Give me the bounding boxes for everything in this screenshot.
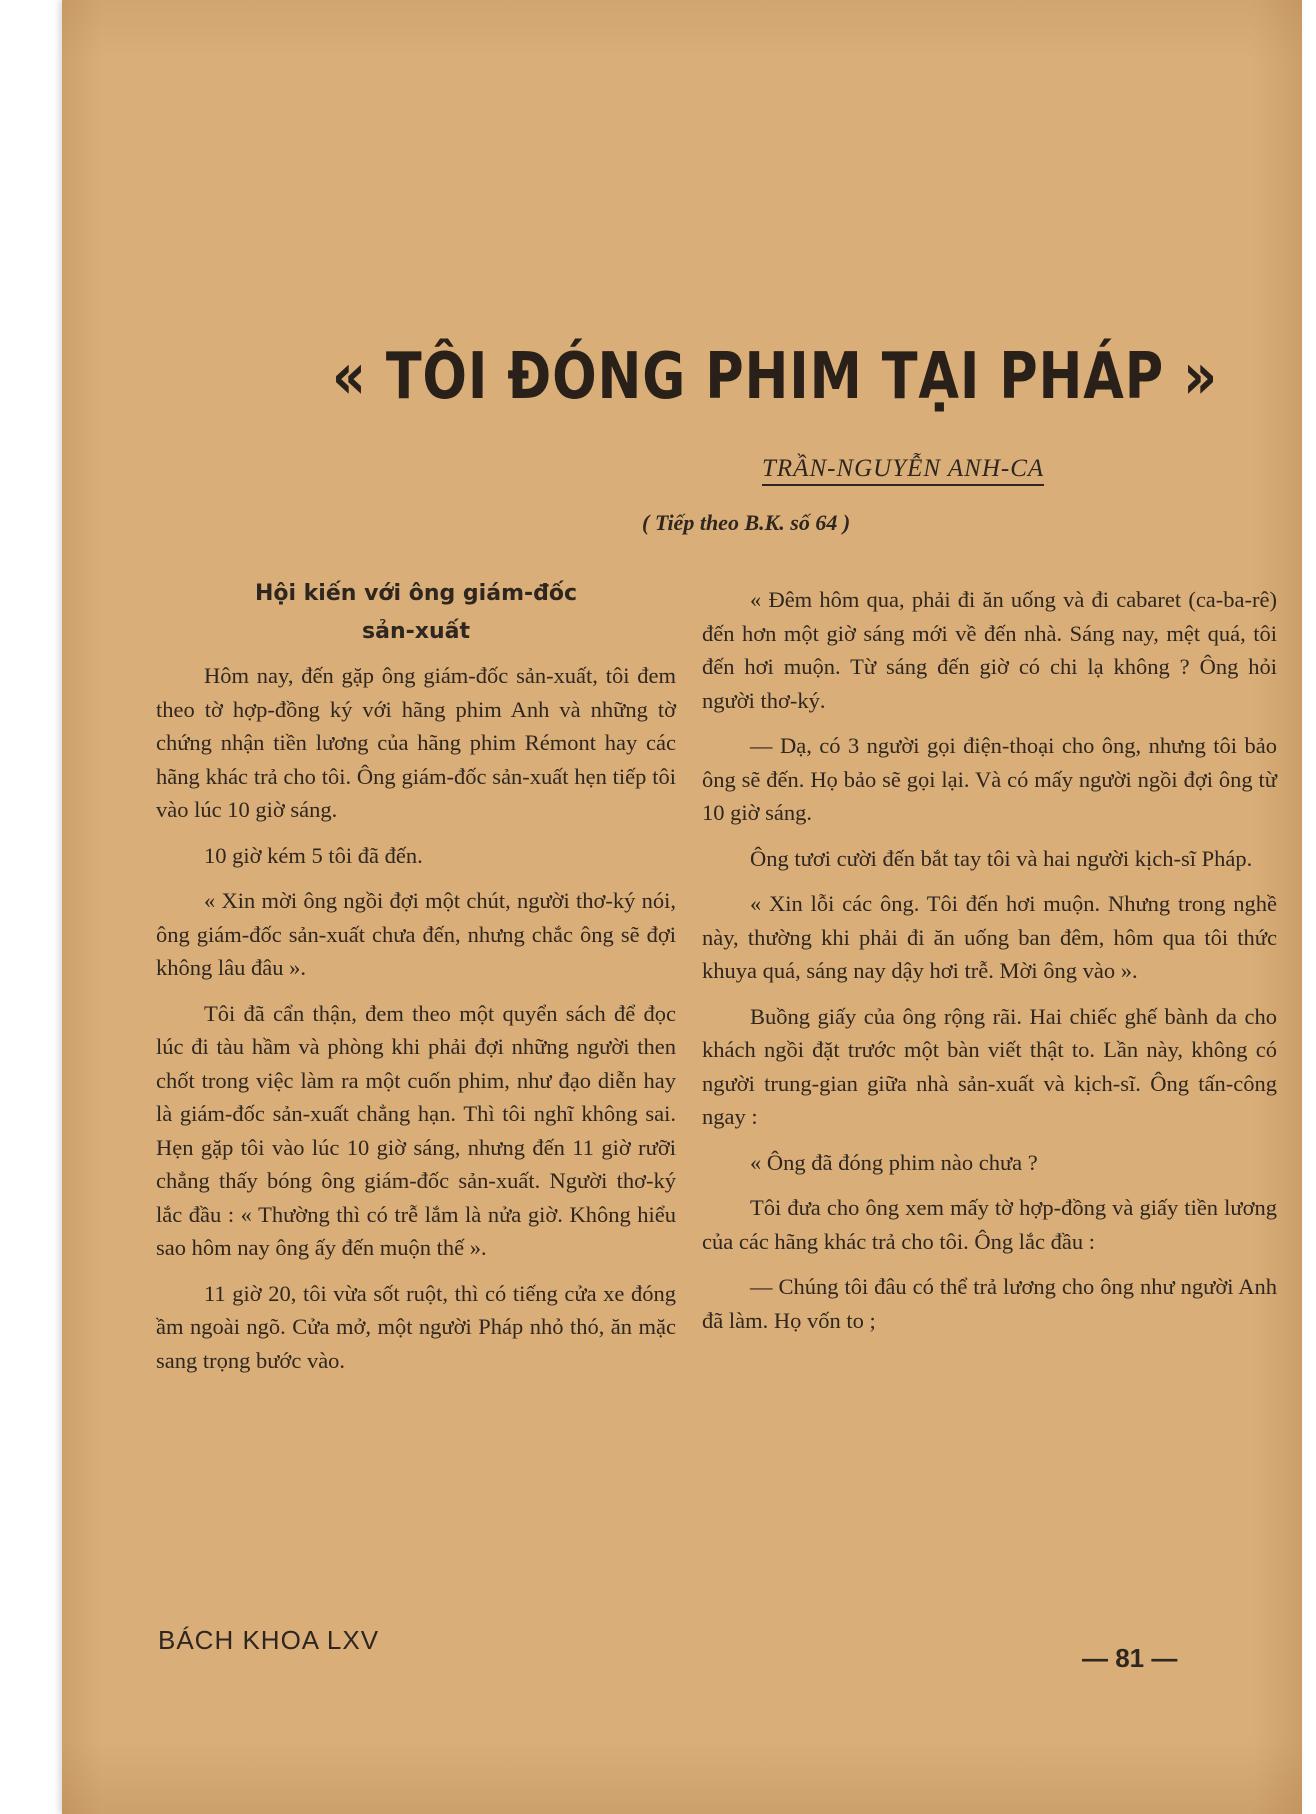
paragraph: 11 giờ 20, tôi vừa sốt ruột, thì có tiếng cửa xe đóng ầm ngoài ngõ. Cửa mở, một người Pháp nhỏ thó, ăn mặc sang trọng bước vào. (156, 1280, 676, 1373)
paragraph: — Chúng tôi đâu có thể trả lương cho ông như người Anh đã làm. Họ vốn to ; (702, 1274, 1277, 1333)
paragraph: Hôm nay, đến gặp ông giám-đốc sản-xuất, tôi đem theo tờ hợp-đồng ký với hãng phim Anh và những tờ chứng nhận tiền lương của hãng phim Rémont hay các hãng khác trả cho tôi. Ông giám-đốc sản-xuất hẹn tiếp tôi vào lúc 10 giờ sáng. (156, 663, 676, 822)
section-heading (156, 575, 676, 651)
paragraph: — Dạ, có 3 người gọi điện-thoại cho ông, nhưng tôi bảo ông sẽ đến. Họ bảo sẽ gọi lại. Và có mấy người ngồi đợi ông từ 10 giờ sáng. (702, 733, 1277, 825)
section-heading-line-2: sản-xuất (362, 619, 470, 644)
paragraph: « Xin lỗi các ông. Tôi đến hơi muộn. Nhưng trong nghề này, thường khi phải đi ăn uống ban đêm, hôm qua tôi thức khuya quá, sáng nay dậy hơi trễ. Mời ông vào ». (702, 891, 1277, 983)
publication-name: BÁCH KHOA LXV (158, 1625, 380, 1655)
paragraph: Ông tươi cười đến bắt tay tôi và hai người kịch-sĩ Pháp. (750, 845, 1253, 871)
paragraph: Buồng giấy của ông rộng rãi. Hai chiếc ghế bành da cho khách ngồi đặt trước một bàn viết thật to. Lần này, không có người trung-gian giữa nhà sản-xuất và kịch-sĩ. Ông tấn-công ngay : (702, 1003, 1277, 1129)
paragraph: 10 giờ kém 5 tôi đã đến. (204, 842, 423, 868)
paragraph: « Ông đã đóng phim nào chưa ? (750, 1149, 1038, 1175)
article-author: TRẦN-NGUYỄN ANH-CA (762, 455, 1044, 486)
magazine-page (62, 0, 1302, 1814)
paragraph: « Đêm hôm qua, phải đi ăn uống và đi cabaret (ca-ba-rê) đến hơn một giờ sáng mới về đến nhà. Sáng nay, mệt quá, tôi đến hơi muộn. Từ sáng đến giờ có chi lạ không ? Ông hỏi người thơ-ký. (702, 587, 1277, 713)
paragraph: Tôi đã cẩn thận, đem theo một quyển sách để đọc lúc đi tàu hầm và phòng khi phải đợi những người then chốt trong việc làm ra một cuốn phim, như đạo diễn hay là giám-đốc sản-xuất chẳng hạn. Thì tôi nghĩ không sai. Hẹn gặp tôi vào lúc 10 giờ sáng, nhưng đến 11 giờ rưỡi chẳng thấy bóng ông giám-đốc sản-xuất. Người thơ-ký lắc đầu : « Thường thì có trễ lắm là nửa giờ. Không hiểu sao hôm nay ông ấy đến muộn thế ». (156, 1000, 676, 1260)
continued-note: ( Tiếp theo B.K. số 64 ) (642, 510, 851, 535)
left-column (156, 575, 676, 1389)
paragraph: « Xin mời ông ngồi đợi một chút, người thơ-ký nói, ông giám-đốc sản-xuất chưa đến, nhưng chắc ông sẽ đợi không lâu đâu ». (156, 888, 676, 980)
paragraph: Tôi đưa cho ông xem mấy tờ hợp-đồng và giấy tiền lương của các hãng khác trả cho tôi. Ông lắc đầu : (702, 1195, 1277, 1254)
article-title: « TÔI ĐÓNG PHIM TẠI PHÁP » (332, 340, 1218, 414)
section-heading-line-1: Hội kiến với ông giám-đốc (254, 581, 578, 606)
page-number: — 81 — (1082, 1643, 1178, 1673)
right-column (702, 583, 1277, 1349)
